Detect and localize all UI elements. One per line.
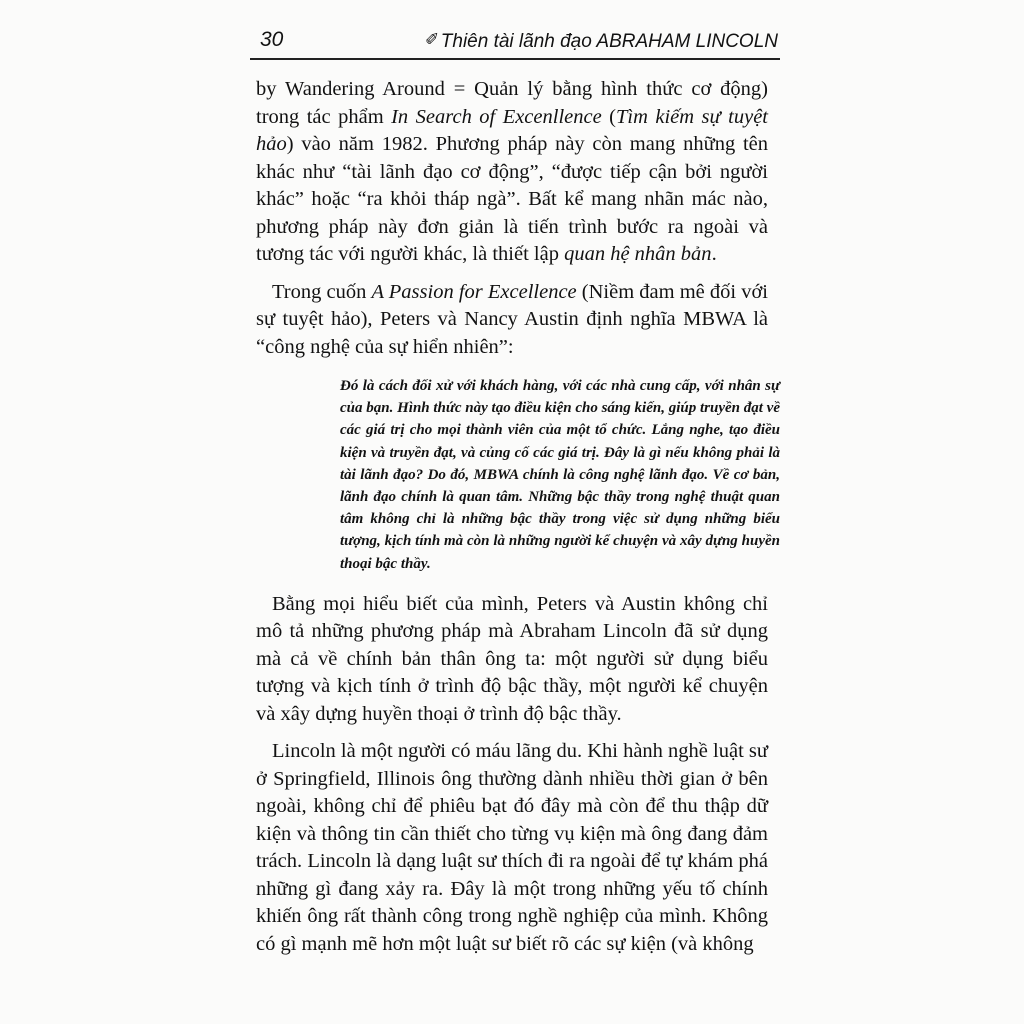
book-title-translation: Tìm kiếm sự tuyệt hảo [256,105,768,155]
paragraph-2-text-1: Trong cuốn [272,280,372,303]
page-number: 30 [260,28,284,51]
paragraph-1-text-2: ( [601,105,616,128]
book-title-a-passion-for-excellence: A Passion for Excellence [371,280,577,303]
paragraph-3: Bằng mọi hiểu biết của mình, Peters và Austin không chỉ mô tả những phương pháp mà Abraham Lincoln đã sử dụng mà cả về chính bản thân ông ta: một người sử dụng biểu tượng và kịch tính ở trình độ bậc thầy, một người kể chuyện và xây dựng huyền thoại ở trình độ bậc thầy. [256,592,768,725]
paragraph-4: Lincoln là một người có máu lãng du. Khi hành nghề luật sư ở Springfield, Illinois ông thường dành nhiều thời gian ở bên ngoài, không chỉ để phiêu bạt đó đây mà còn để thu thập dữ kiện và thông tin cần thiết cho từng vụ kiện mà ông đang đảm trách. Lincoln là dạng luật sư thích đi ra ngoài để tự khám phá những gì đang xảy ra. Đây là một trong những yếu tố chính khiến ông rất thành công trong nghề nghiệp của mình. Không có gì mạnh mẽ hơn một luật sư biết rõ các sự kiện (và không [256,740,768,955]
book-title-in-search-of-excellence: In Search of Excenllence [391,105,602,128]
paragraph-2 [256,279,768,362]
page-body [256,76,780,958]
running-title: Thiên tài lãnh đạo ABRAHAM LINCOLN [440,31,778,52]
block-quote: Đó là cách đối xử với khách hàng, với các nhà cung cấp, với nhân sự của bạn. Hình thức này tạo điều kiện cho sáng kiến, giúp truyền đạt về các giá trị cho mọi thành viên của một tổ chức. Lắng nghe, tạo điều kiện và truyền đạt, và củng cố các giá trị. Đây là gì nếu không phải là tài lãnh đạo? Do đó, MBWA chính là công nghệ lãnh đạo. Về cơ bản, lãnh đạo chính là quan tâm. Những bậc thầy trong nghệ thuật quan tâm không chỉ là những bậc thầy trong việc sử dụng những biểu tượng, kịch tính mà còn là những người kể chuyện và xây dựng huyền thoại bậc thầy. [340,378,780,572]
paragraph-1-text-4: . [711,243,717,265]
pen-nib-icon: ✐ [425,30,440,50]
paragraph-1-text-1: by Wandering Around = Quản lý bằng hình thức cơ động) trong tác phẩm [256,78,768,128]
paragraph-2-text-2: (Niềm đam mê đối với sự tuyệt hảo), Peters và Nancy Austin định nghĩa MBWA là “công nghệ của sự hiển nhiên”: [256,280,768,358]
paragraph-1 [256,76,768,269]
emphasis-quan-he-nhan-ban: quan hệ nhân bản [564,243,712,265]
page-header [250,28,780,60]
paragraph-1-text-3: ) vào năm 1982. Phương pháp này còn mang những tên khác như “tài lãnh đạo cơ động”, “được tiếp cận bởi người khác” hoặc “ra khỏi tháp ngà”. Bất kể mang nhãn mác nào, phương pháp này đơn giản là tiến trình bước ra ngoài và tương tác với người khác, là thiết lập [256,133,768,265]
